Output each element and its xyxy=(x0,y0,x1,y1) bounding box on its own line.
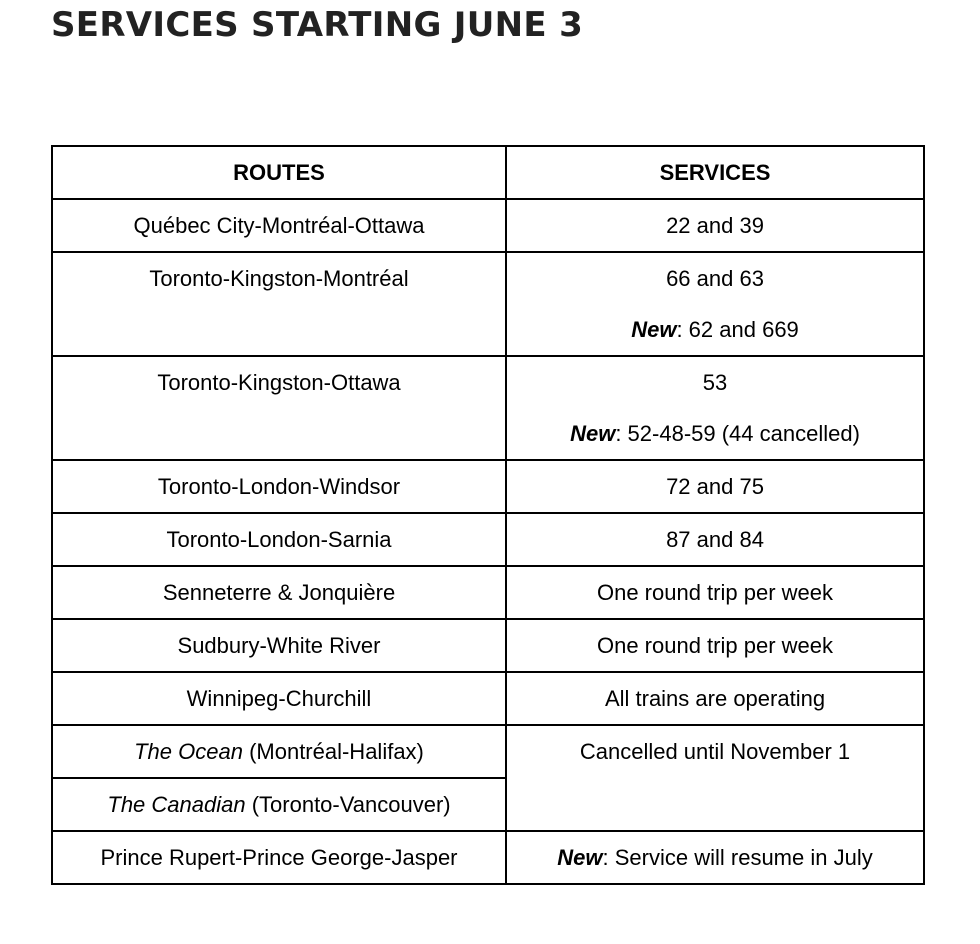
new-service-line xyxy=(511,408,919,459)
table-header-row xyxy=(52,146,924,199)
service-cell xyxy=(506,566,924,619)
route-cell xyxy=(52,619,506,672)
new-service-text: : 52-48-59 (44 cancelled) xyxy=(615,421,860,446)
service-text: 53 xyxy=(702,370,728,395)
service-cell xyxy=(506,513,924,566)
new-label: New xyxy=(557,845,603,870)
route-text: Toronto-Kingston-Montréal xyxy=(149,266,409,291)
route-cell xyxy=(52,199,506,252)
services-header: SERVICES xyxy=(506,146,924,199)
table-row xyxy=(52,831,924,884)
service-text: One round trip per week xyxy=(596,633,834,658)
train-name: The Ocean xyxy=(134,739,243,764)
routes-header: ROUTES xyxy=(52,146,506,199)
services-table xyxy=(51,145,925,885)
service-cell xyxy=(506,356,924,460)
table-row xyxy=(52,356,924,460)
route-text: (Toronto-Vancouver) xyxy=(245,792,451,817)
route-text: Toronto-London-Windsor xyxy=(157,474,401,499)
service-cell xyxy=(506,252,924,356)
route-cell xyxy=(52,725,506,778)
table-row xyxy=(52,619,924,672)
route-text: (Montréal-Halifax) xyxy=(242,739,424,764)
route-line xyxy=(57,726,501,777)
route-cell xyxy=(52,356,506,460)
route-cell xyxy=(52,831,506,884)
new-service-text: : 62 and 669 xyxy=(676,317,799,342)
route-text: Winnipeg-Churchill xyxy=(186,686,372,711)
train-name: The Canadian xyxy=(107,792,246,817)
service-cell xyxy=(506,460,924,513)
service-cell xyxy=(506,619,924,672)
route-cell xyxy=(52,672,506,725)
route-text: Toronto-London-Sarnia xyxy=(166,527,392,552)
service-cell xyxy=(506,672,924,725)
new-label: New xyxy=(631,317,677,342)
page-title: SERVICES STARTING JUNE 3 xyxy=(51,5,584,45)
route-cell xyxy=(52,778,506,831)
service-text: One round trip per week xyxy=(596,580,834,605)
table-row xyxy=(52,672,924,725)
table-row xyxy=(52,199,924,252)
service-text: 66 and 63 xyxy=(666,266,764,291)
service-text: 72 and 75 xyxy=(666,474,764,499)
route-cell xyxy=(52,513,506,566)
table-row xyxy=(52,252,924,356)
route-line xyxy=(57,779,501,830)
new-service-line xyxy=(511,304,919,355)
service-cell xyxy=(506,831,924,884)
route-text: Québec City-Montréal-Ottawa xyxy=(133,213,425,238)
new-label: New xyxy=(570,421,616,446)
table-row xyxy=(52,725,924,778)
service-text: 87 and 84 xyxy=(666,527,764,552)
route-text: Senneterre & Jonquière xyxy=(162,580,396,605)
route-cell xyxy=(52,252,506,356)
table-row xyxy=(52,513,924,566)
new-service-text: : Service will resume in July xyxy=(602,845,873,870)
route-text: Prince Rupert-Prince George-Jasper xyxy=(100,845,458,870)
table-row xyxy=(52,460,924,513)
route-cell xyxy=(52,566,506,619)
route-cell xyxy=(52,460,506,513)
new-service-line xyxy=(511,832,919,883)
service-cell xyxy=(506,725,924,831)
service-text: All trains are operating xyxy=(604,686,826,711)
route-text: Sudbury-White River xyxy=(177,633,381,658)
service-text: Cancelled until November 1 xyxy=(579,739,851,764)
route-text: Toronto-Kingston-Ottawa xyxy=(157,370,401,395)
table-row xyxy=(52,566,924,619)
service-text: 22 and 39 xyxy=(666,213,764,238)
service-cell xyxy=(506,199,924,252)
